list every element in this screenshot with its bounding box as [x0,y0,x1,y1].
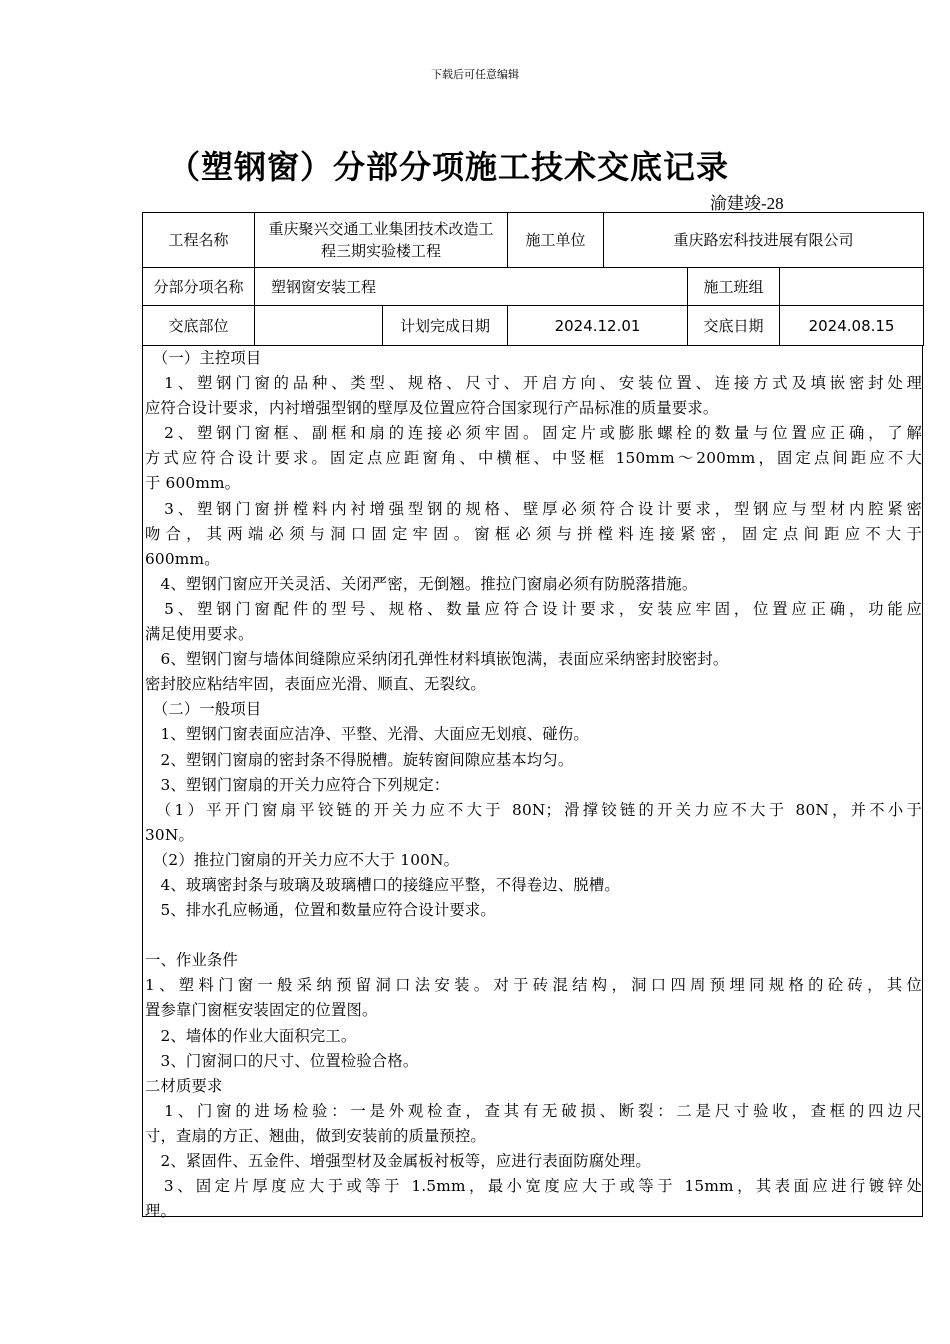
project-name-label: 工程名称 [143,213,255,268]
content-line: （1）平开门窗扇平铰链的开关力应不大于 80N；滑撑铰链的开关力应不大于 80N，并不小于 [145,800,922,819]
content-line: 方式应符合设计要求。固定点应距窗角、中横框、中竖框 150mm～200mm，固定点间距应不大 [145,449,922,468]
content-line: 密封胶应粘结牢固，表面应光滑、顺直、无裂纹。 [145,675,486,694]
subitem-value: 塑钢窗安装工程 [255,268,688,306]
content-line: 3、固定片厚度应大于或等于 1.5mm，最小宽度应大于或等于 15mm，其表面应进行镀锌处 [145,1177,922,1196]
content-line: （2）推拉门窗扇的开关力应不大于 100N。 [145,850,460,869]
content-line: （一）主控项目 [145,349,262,367]
page-title: （塑钢窗）分部分项施工技术交底记录 [168,148,730,186]
content-line: 5、排水孔应畅通，位置和数量应符合设计要求。 [145,901,496,920]
subitem-label: 分部分项名称 [143,268,255,306]
briefing-date-label: 交底日期 [688,306,780,346]
content-line: 吻合，其两端必须与洞口固定牢固。窗框必须与拼樘料连接紧密，固定点间距应不大于 [145,524,922,543]
document-code: 渝建竣-28 [710,194,784,213]
construction-unit-value: 重庆路宏科技进展有限公司 [604,213,924,268]
content-line: 5、塑钢门窗配件的型号、规格、数量应符合设计要求，安装应牢固，位置应正确，功能应 [145,599,922,618]
content-line: 4、玻璃密封条与玻璃及玻璃槽口的接缝应平整，不得卷边、脱槽。 [145,875,620,894]
content-line: 3、塑钢门窗拼樘料内衬增强型钢的规格、壁厚必须符合设计要求，型钢应与型材内腔紧密 [145,499,922,518]
project-name-line2: 程三期实验楼工程 [321,242,442,260]
content-box [142,345,923,1221]
top-note: 下载后可任意编辑 [431,68,519,81]
content-text [145,346,922,1224]
content-line: 2、塑钢门窗扇的密封条不得脱槽。旋转窗间隙应基本均匀。 [145,750,574,769]
content-line: 寸，查扇的方正、翘曲，做到安装前的质量预控。 [145,1126,486,1145]
briefing-date-value: 2024.08.15 [780,306,924,346]
content-line: 30N。 [145,825,194,844]
content-line: 满足使用要求。 [145,625,254,644]
header-table [142,212,924,346]
planned-date-value: 2024.12.01 [508,306,688,346]
team-value [780,268,924,306]
content-line: 3、门窗洞口的尺寸、位置检验合格。 [145,1051,419,1070]
project-name-line1: 重庆聚兴交通工业集团技术改造工 [268,220,494,238]
content-line: 置参靠门窗框安装固定的位置图。 [145,1001,378,1020]
content-line: 3、塑钢门窗扇的开关力应符合下列规定： [145,775,450,794]
content-line: 2、紧固件、五金件、增强型材及金属板衬板等，应进行表面防腐处理。 [145,1152,651,1170]
content-line: 2、墙体的作业大面积完工。 [145,1026,357,1045]
content-line: 理。 [145,1202,176,1221]
content-line: 1、门窗的进场检验：一是外观检查，查其有无破损、断裂：二是尺寸验收，查框的四边尺 [145,1101,922,1120]
team-label: 施工班组 [688,268,780,306]
planned-date-label: 计划完成日期 [383,306,508,346]
content-line: 4、塑钢门窗应开关灵活、关闭严密，无倒翘。推拉门窗扇必须有防脱落措施。 [145,574,698,593]
construction-unit-label: 施工单位 [508,213,604,268]
content-line: 一、作业条件 [145,951,238,970]
content-line [145,923,922,948]
project-name-value [255,213,508,268]
content-line: 二材质要求 [145,1076,223,1095]
content-line: 2、塑钢门窗框、副框和扇的连接必须牢固。固定片或膨胀螺栓的数量与位置应正确，了解 [145,424,922,443]
content-line: 6、塑钢门窗与墙体间缝隙应采纳闭孔弹性材料填嵌饱满，表面应采纳密封胶密封。 [145,650,729,669]
content-line: 1、塑料门窗一般采纳预留洞口法安装。对于砖混结构，洞口四周预埋同规格的砼砖，其位 [145,976,922,995]
content-line: 600mm。 [145,549,220,568]
content-line: 应符合设计要求，内衬增强型钢的壁厚及位置应符合国家现行产品标准的质量要求。 [145,399,719,418]
location-value [255,306,383,346]
content-line: 1、塑钢门窗的品种、类型、规格、尺寸、开启方向、安装位置、连接方式及填嵌密封处理 [145,374,922,393]
content-line: 于 600mm。 [145,474,241,493]
location-label: 交底部位 [143,306,255,346]
content-line: 1、塑钢门窗表面应洁净、平整、光滑、大面应无划痕、碰伤。 [145,725,589,744]
content-line: （二）一般项目 [145,700,262,719]
